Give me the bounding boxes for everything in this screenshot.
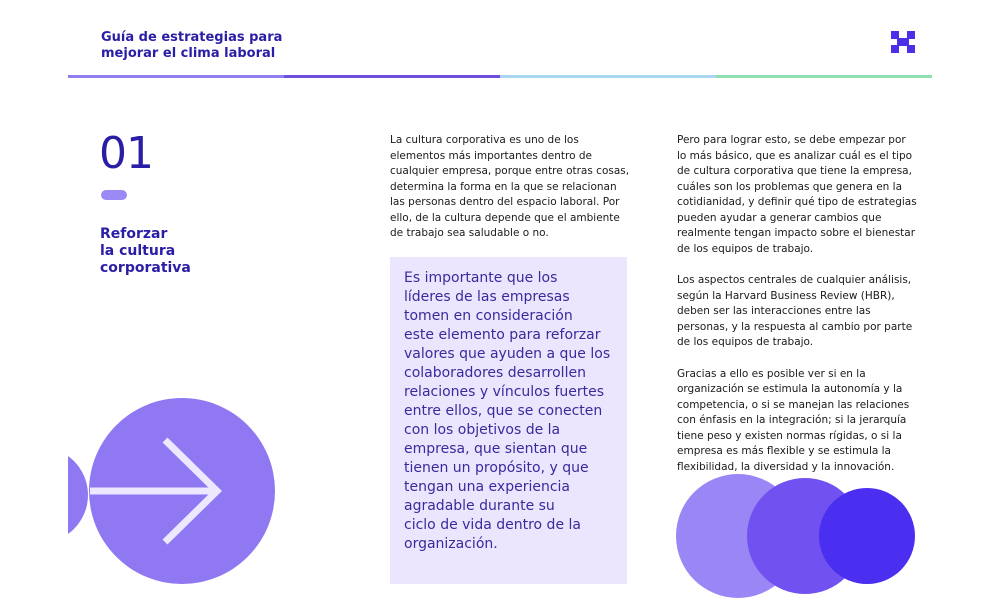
quote-line: Es importante que los bbox=[404, 270, 558, 286]
edge-half-circle bbox=[0, 447, 88, 543]
quote-line: este elemento para reforzar bbox=[404, 327, 601, 343]
analysis-paragraph-3: Gracias a ello es posible ver si en la organización se estimula la autonomía y la competencia, o si se manejan las relaciones con énfasis en la integración; si la jerarquía tiene peso y existen normas rígidas, o si la empresa es más flexible y se estimula la flexibilidad, la diversidad y la innovación. bbox=[677, 367, 910, 473]
quote-line: colaboradores desarrollen bbox=[404, 365, 586, 381]
quote-line: tengan una experiencia bbox=[404, 479, 570, 495]
intro-paragraph: La cultura corporativa es uno de los elementos más importantes dentro de cualquier empresa, porque entre otras cosas, determina la forma en la que se relacionan las personas dentro del espacio laboral. Por ello, de la cultura depende que el ambiente de trabajo sea saludable o no. bbox=[390, 134, 630, 239]
document-title-line-1: Guía de estrategias para bbox=[101, 30, 283, 45]
analysis-paragraph-1: Pero para lograr esto, se debe empezar por lo más básico, que es analizar cuál es el tipo de cultura corporativa que tiene la empresa, cuáles son los problemas que genera en la cotidianidad, y definir qué tipo de estrategias pueden ayudar a generar cambios que realmente tengan impacto sobre el bienestar de los equipos de trabajo. bbox=[677, 134, 917, 255]
decor-circle-3 bbox=[819, 488, 915, 584]
quote-line: empresa, que sientan que bbox=[404, 441, 588, 457]
quote-line: con los objetivos de la bbox=[404, 422, 561, 438]
quote-line: agradable durante su bbox=[404, 498, 555, 514]
section-number: 01 bbox=[99, 128, 153, 179]
quote-line: entre ellos, que se conecten bbox=[404, 403, 603, 419]
section-title-line-3: corporativa bbox=[100, 260, 191, 276]
section-title-line-2: la cultura bbox=[100, 243, 176, 259]
quote-line: tienen un propósito, y que bbox=[404, 460, 589, 476]
quote-line: valores que ayuden a que los bbox=[404, 346, 611, 362]
quote-line: líderes de las empresas bbox=[404, 289, 570, 305]
quote-line: relaciones y vínculos fuertes bbox=[404, 384, 605, 400]
quote-line: ciclo de vida dentro de la bbox=[404, 517, 581, 533]
analysis-paragraph-2: Los aspectos centrales de cualquier análisis, según la Harvard Business Review (HBR), deben ser las interacciones entre las personas, y la respuesta al cambio por parte de los equipos de trabajo. bbox=[677, 274, 913, 348]
quote-line: organización. bbox=[404, 536, 498, 552]
document-title-line-2: mejorar el clima laboral bbox=[101, 46, 276, 61]
section-title-line-1: Reforzar bbox=[100, 226, 168, 242]
quote-line: tomen en consideración bbox=[404, 308, 573, 324]
